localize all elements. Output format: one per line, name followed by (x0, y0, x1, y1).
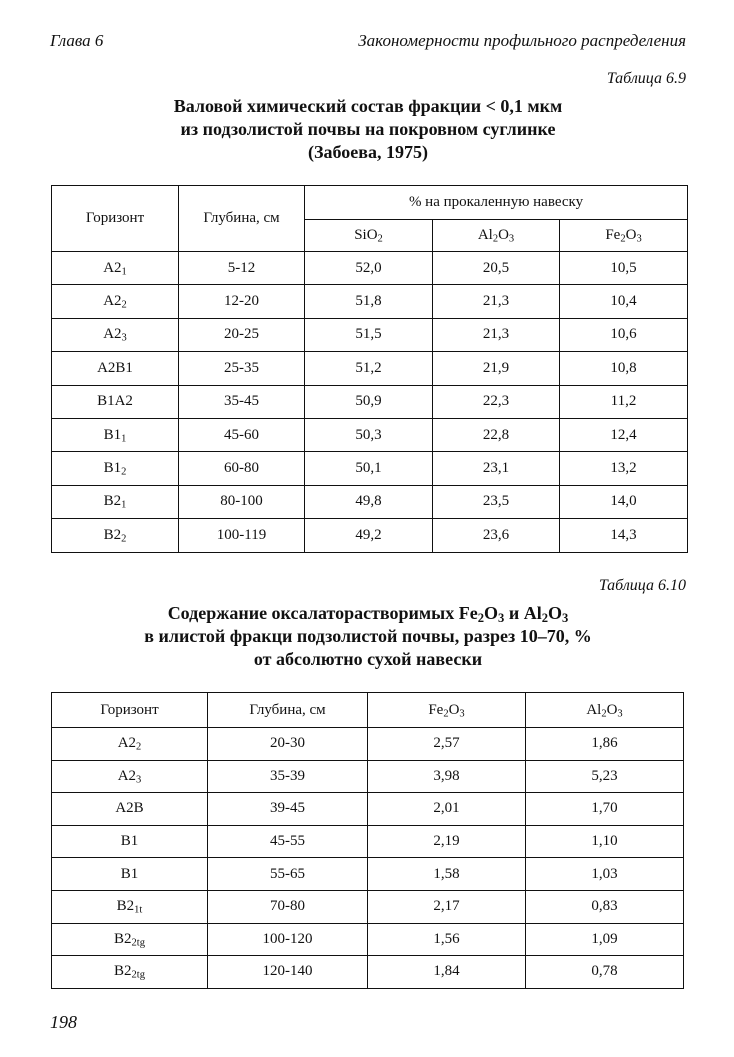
table-title-6-10 (50, 602, 686, 671)
page-number: 198 (50, 1012, 77, 1032)
cell-fe2o3: 13,2 (560, 452, 688, 485)
cell-sio2: 52,0 (305, 252, 433, 285)
table-row (52, 485, 688, 518)
cell-sio2: 51,5 (305, 318, 433, 351)
cell-fe2o3: 2,19 (368, 825, 526, 858)
title-line: из подзолистой почвы на покровном суглинке (180, 119, 556, 139)
cell-al2o3: 22,3 (433, 385, 560, 418)
cell-fe2o3: 10,5 (560, 252, 688, 285)
title-line: от абсолютно сухой навески (253, 649, 483, 669)
title-line: (Забоева, 1975) (308, 142, 428, 162)
cell-horizon: B1A2 (52, 385, 179, 418)
cell-al2o3: 20,5 (433, 252, 560, 285)
header-depth: Глубина, см (208, 693, 368, 728)
cell-sio2: 50,1 (305, 452, 433, 485)
table-label-6-10: Таблица 6.10 (598, 577, 686, 594)
header-al2o3: $Al_2O_3$ (433, 220, 560, 252)
running-header-section: Закономерности профильного распределения (358, 31, 686, 50)
header-sio2: SiO$_2$ (305, 220, 433, 252)
cell-depth: 100-119 (179, 519, 305, 552)
cell-fe2o3: 10,4 (560, 285, 688, 318)
table-6-10 (51, 692, 684, 989)
header-group: % на прокаленную навеску (305, 186, 688, 220)
cell-depth: 20-30 (208, 728, 368, 761)
header-fe2o3: $Fe_2O_3$ (560, 220, 688, 252)
header-al2o3: $Al_2O_3$ (526, 693, 684, 728)
cell-fe2o3: 14,0 (560, 485, 688, 518)
cell-al2o3: 23,1 (433, 452, 560, 485)
cell-depth: 120-140 (208, 956, 368, 989)
table-row (52, 923, 684, 956)
cell-sio2: 49,2 (305, 519, 433, 552)
header-horizon: Горизонт (52, 693, 208, 728)
cell-depth: 100-120 (208, 923, 368, 956)
cell-depth: 60-80 (179, 452, 305, 485)
cell-horizon: $B2_1$ (52, 485, 179, 518)
table-row (52, 956, 684, 989)
cell-sio2: 51,8 (305, 285, 433, 318)
cell-fe2o3: 10,6 (560, 318, 688, 351)
cell-depth: 25-35 (179, 352, 305, 385)
table-label-6-9: Таблица 6.9 (606, 70, 686, 87)
cell-depth: 45-60 (179, 418, 305, 451)
table-row (52, 318, 688, 351)
cell-sio2: 51,2 (305, 352, 433, 385)
cell-depth: 45-55 (208, 825, 368, 858)
cell-fe2o3: 2,01 (368, 793, 526, 826)
cell-depth: 55-65 (208, 858, 368, 891)
cell-horizon: B1 (52, 858, 208, 891)
title-line: Валовой химический состав фракции < 0,1 мкм (173, 96, 563, 116)
cell-depth: 39-45 (208, 793, 368, 826)
cell-horizon: $A2_1$ (52, 252, 179, 285)
cell-sio2: 49,8 (305, 485, 433, 518)
header-fe2o3: $Fe_2O_3$ (368, 693, 526, 728)
cell-horizon: A2B (52, 793, 208, 826)
table-row (52, 452, 688, 485)
cell-fe2o3: 1,56 (368, 923, 526, 956)
title-line: в илистой фракци подзолистой почвы, разрез 10–70, % (144, 626, 592, 646)
cell-sio2: 50,9 (305, 385, 433, 418)
cell-horizon: $A2_3$ (52, 318, 179, 351)
header-depth: Глубина, см (179, 186, 305, 252)
table-row (52, 352, 688, 385)
cell-fe2o3: 14,3 (560, 519, 688, 552)
cell-al2o3: 23,5 (433, 485, 560, 518)
cell-horizon: $B2_2$ (52, 519, 179, 552)
cell-fe2o3: 2,17 (368, 890, 526, 923)
cell-al2o3: 1,09 (526, 923, 684, 956)
cell-depth: 80-100 (179, 485, 305, 518)
cell-al2o3: 1,10 (526, 825, 684, 858)
cell-al2o3: 1,03 (526, 858, 684, 891)
cell-horizon: $B1_2$ (52, 452, 179, 485)
cell-depth: 12-20 (179, 285, 305, 318)
table-row (52, 760, 684, 793)
cell-horizon: $B1_1$ (52, 418, 179, 451)
cell-fe2o3: 12,4 (560, 418, 688, 451)
cell-al2o3: 0,78 (526, 956, 684, 989)
cell-horizon: $A2_2$ (52, 728, 208, 761)
cell-al2o3: 0,83 (526, 890, 684, 923)
cell-al2o3: 1,70 (526, 793, 684, 826)
cell-depth: 5-12 (179, 252, 305, 285)
cell-horizon: $B2_{1t}$ (52, 890, 208, 923)
title-line: Содержание оксалаторастворимых $Fe_2O_3$ и $Al_2O_3$ (167, 603, 569, 626)
cell-depth: 70-80 (208, 890, 368, 923)
cell-fe2o3: 11,2 (560, 385, 688, 418)
table-row (52, 890, 684, 923)
cell-depth: 20-25 (179, 318, 305, 351)
table-row (52, 825, 684, 858)
cell-al2o3: 21,3 (433, 318, 560, 351)
table-row (52, 252, 688, 285)
cell-fe2o3: 2,57 (368, 728, 526, 761)
cell-horizon: $A2_3$ (52, 760, 208, 793)
table-row (52, 385, 688, 418)
cell-al2o3: 22,8 (433, 418, 560, 451)
cell-fe2o3: 3,98 (368, 760, 526, 793)
table-row (52, 519, 688, 552)
table-row (52, 728, 684, 761)
cell-horizon: $A2_2$ (52, 285, 179, 318)
table-title-6-9 (50, 95, 686, 164)
table-6-9 (51, 185, 688, 553)
cell-al2o3: 21,9 (433, 352, 560, 385)
cell-horizon: $B2_{2tg}$ (52, 923, 208, 956)
cell-horizon: $B2_{2tg}$ (52, 956, 208, 989)
cell-horizon: B1 (52, 825, 208, 858)
table-row (52, 793, 684, 826)
header-horizon: Горизонт (52, 186, 179, 252)
cell-fe2o3: 1,58 (368, 858, 526, 891)
cell-fe2o3: 10,8 (560, 352, 688, 385)
cell-fe2o3: 1,84 (368, 956, 526, 989)
cell-depth: 35-39 (208, 760, 368, 793)
cell-al2o3: 5,23 (526, 760, 684, 793)
cell-depth: 35-45 (179, 385, 305, 418)
cell-al2o3: 23,6 (433, 519, 560, 552)
table-row (52, 418, 688, 451)
cell-al2o3: 21,3 (433, 285, 560, 318)
cell-horizon: A2B1 (52, 352, 179, 385)
cell-al2o3: 1,86 (526, 728, 684, 761)
cell-sio2: 50,3 (305, 418, 433, 451)
running-header-chapter: Глава 6 (50, 31, 104, 50)
table-row (52, 285, 688, 318)
table-row (52, 858, 684, 891)
